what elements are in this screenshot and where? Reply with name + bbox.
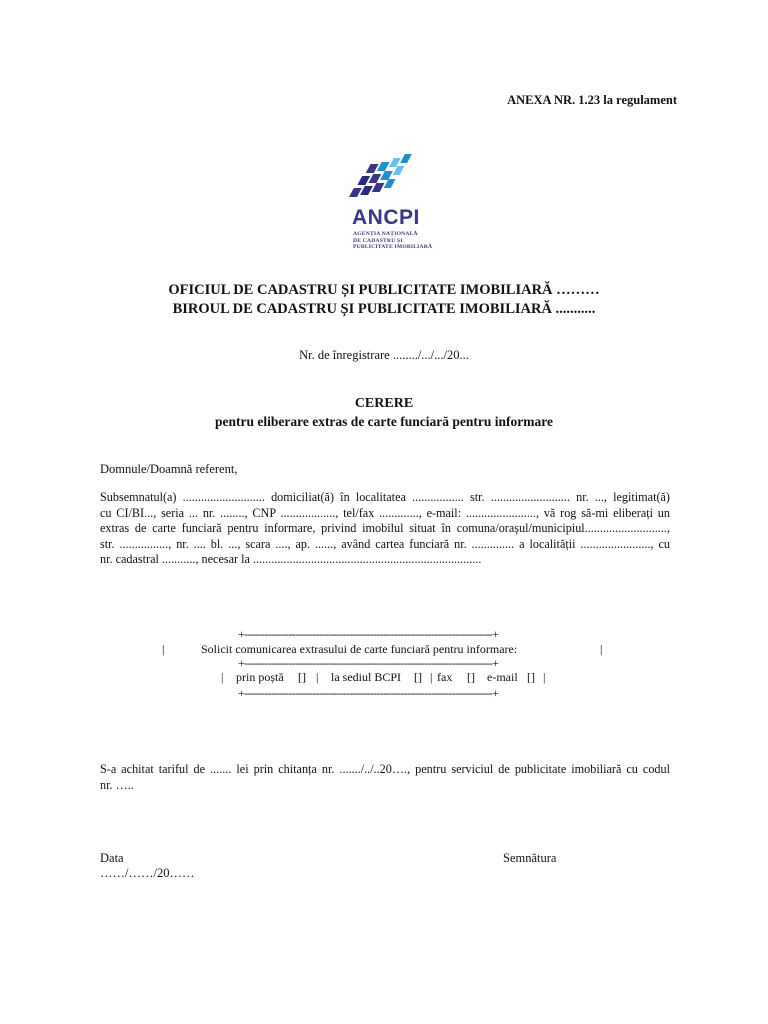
box-pipe: |	[221, 670, 224, 684]
paragraph-line: cu CI/BI..., seria ... nr. ........, CNP .................., tel/fax ............., e-mail: ......................., vă rog să-mi eliberați un	[100, 505, 670, 520]
box-pipe: |	[316, 670, 319, 684]
date-label: Data	[100, 851, 124, 865]
box-bottom-border: +-------------------------------------------------------------------------+	[238, 686, 499, 700]
ancpi-logo-mark	[336, 150, 436, 210]
annex-reference: ANEXA NR. 1.23 la regulament	[507, 93, 677, 107]
fee-line: nr. …..	[100, 777, 134, 792]
option-office-checkbox[interactable]: []	[414, 670, 422, 684]
bureau-title: BIROUL DE CADASTRU ȘI PUBLICITATE IMOBILIARĂ ...........	[172, 301, 596, 317]
logo-wordmark: ANCPI	[352, 206, 420, 229]
option-post-checkbox[interactable]: []	[298, 670, 306, 684]
fee-line: S-a achitat tariful de ....... lei prin chitanța nr. ......./../..20…., pentru serviciul de publicitate imobiliară cu codul	[100, 762, 670, 776]
option-email-checkbox[interactable]: []	[527, 670, 535, 684]
registration-number: Nr. de înregistrare ......../.../.../20...	[299, 348, 469, 362]
box-left-pipe: |	[162, 642, 165, 656]
box-header: Solicit comunicarea extrasului de carte funciară pentru informare:	[201, 642, 518, 656]
box-right-pipe: |	[600, 642, 603, 656]
box-pipe: |	[430, 670, 433, 684]
box-top-border: +-------------------------------------------------------------------------+	[238, 627, 499, 641]
option-fax-checkbox[interactable]: []	[467, 670, 475, 684]
paragraph-line: str. ................, nr. .... bl. ..., scara ...., ap. ......, având cartea funciară nr. .............. a localității ......................., cu	[100, 536, 670, 551]
paragraph-line: Subsemnatul(a) ........................... domiciliat(ă) în localitatea ................. str. .......................... nr. ..., legitimat(ă)	[100, 490, 670, 504]
office-title: OFICIUL DE CADASTRU ȘI PUBLICITATE IMOBILIARĂ ………	[168, 282, 600, 298]
option-post-label: prin poștă	[236, 670, 284, 684]
date-field[interactable]: ……/……/20……	[100, 866, 195, 880]
box-pipe: |	[543, 670, 546, 684]
greeting: Domnule/Doamnă referent,	[100, 462, 238, 476]
request-title: CERERE	[354, 396, 414, 411]
paragraph-line: nr. cadastral ..........., necesar la ...........................................................................	[100, 552, 482, 566]
request-subtitle: pentru eliberare extras de carte funciară pentru informare	[214, 414, 554, 429]
request-paragraph	[100, 490, 670, 568]
option-email-label: e-mail	[487, 670, 518, 684]
paragraph-line: extras de carte funciară pentru informare, privind imobilul situat în comuna/orașul/municipiul...........................,	[100, 521, 670, 535]
box-middle-border: +-------------------------------------------------------------------------+	[238, 656, 499, 670]
logo-subtitle: AGENȚIA NAȚIONALĂ DE CADASTRU ȘI PUBLICITATE IMOBILIARĂ	[353, 231, 433, 251]
fee-statement	[100, 762, 670, 793]
ancpi-logo	[336, 150, 436, 262]
option-fax-label: fax	[437, 670, 453, 684]
signature-label: Semnătura	[503, 851, 557, 865]
option-office-label: la sediul BCPI	[331, 670, 402, 684]
